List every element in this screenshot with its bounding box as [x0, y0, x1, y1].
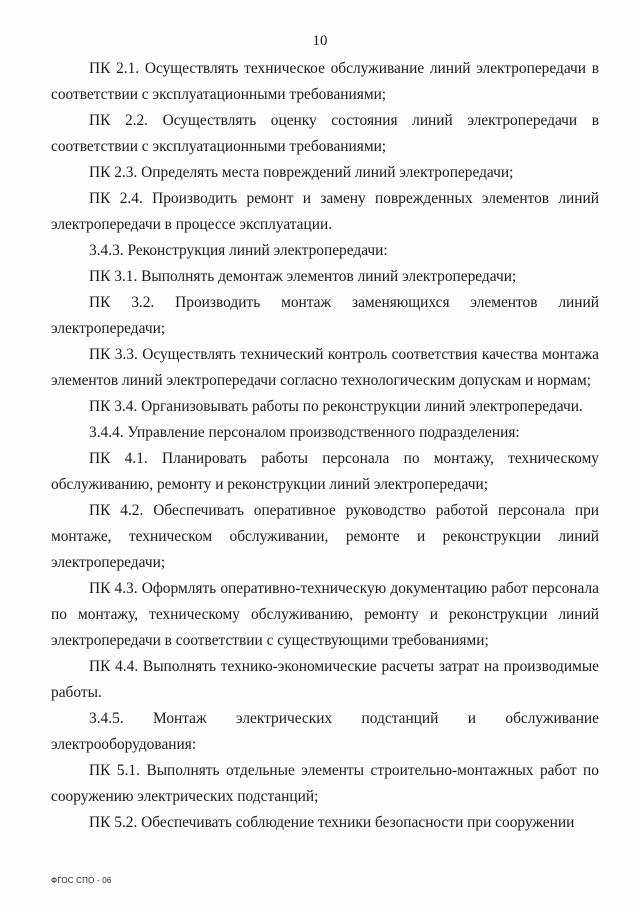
paragraph-pk-5-1: ПК 5.1. Выполнять отдельные элементы строительно-монтажных работ по сооружению электрических подстанций; [51, 762, 599, 805]
paragraph-pk-3-1: ПК 3.1. Выполнять демонтаж элементов линий электропередачи; [89, 268, 517, 285]
paragraph-pk-5-2: ПК 5.2. Обеспечивать соблюдение техники безопасности при сооружении [89, 814, 575, 831]
paragraph-pk-3-2: ПК 3.2. Производить монтаж заменяющихся элементов линий электропередачи; [51, 294, 599, 337]
paragraph-pk-3-3: ПК 3.3. Осуществлять технический контроль соответствия качества монтажа элементов линий электропередачи согласно технологическим допускам и нормам; [51, 346, 599, 389]
section-heading-3-4-3: 3.4.3. Реконструкция линий электропередачи: [89, 242, 388, 259]
paragraph-pk-2-3: ПК 2.3. Определять места повреждений линий электропередачи; [89, 164, 514, 181]
paragraph-pk-3-4: ПК 3.4. Организовывать работы по реконструкции линий электропередачи. [89, 398, 583, 415]
section-heading-3-4-4: 3.4.4. Управление персоналом производственного подразделения: [89, 424, 520, 441]
paragraph-pk-4-1: ПК 4.1. Планировать работы персонала по монтажу, техническому обслуживанию, ремонту и реконструкции линий электропередачи; [51, 450, 599, 493]
paragraph-pk-4-2: ПК 4.2. Обеспечивать оперативное руководство работой персонала при монтаже, техническом обслуживании, ремонте и реконструкции линий электропередачи; [51, 502, 599, 571]
paragraph-pk-2-4: ПК 2.4. Производить ремонт и замену поврежденных элементов линий электропередачи в процессе эксплуатации. [51, 190, 599, 233]
page-number: 10 [312, 33, 328, 49]
paragraph-pk-2-2: ПК 2.2. Осуществлять оценку состояния линий электропередачи в соответствии с эксплуатационными требованиями; [51, 112, 599, 155]
paragraph-pk-4-3: ПК 4.3. Оформлять оперативно-техническую документацию работ персонала по монтажу, техническому обслуживанию, ремонту и реконструкции линий электропередачи в соответствии с существующими требованиями; [51, 580, 599, 649]
document-body [51, 56, 599, 836]
document-footer: ФГОС СПО - 06 [51, 876, 112, 885]
paragraph-pk-2-1: ПК 2.1. Осуществлять техническое обслуживание линий электропередачи в соответствии с эксплуатационными требованиями; [51, 60, 599, 103]
paragraph-pk-4-4: ПК 4.4. Выполнять технико-экономические расчеты затрат на производимые работы. [51, 658, 599, 701]
section-heading-3-4-5: 3.4.5. Монтаж электрических подстанций и обслуживание электрооборудования: [51, 710, 599, 753]
